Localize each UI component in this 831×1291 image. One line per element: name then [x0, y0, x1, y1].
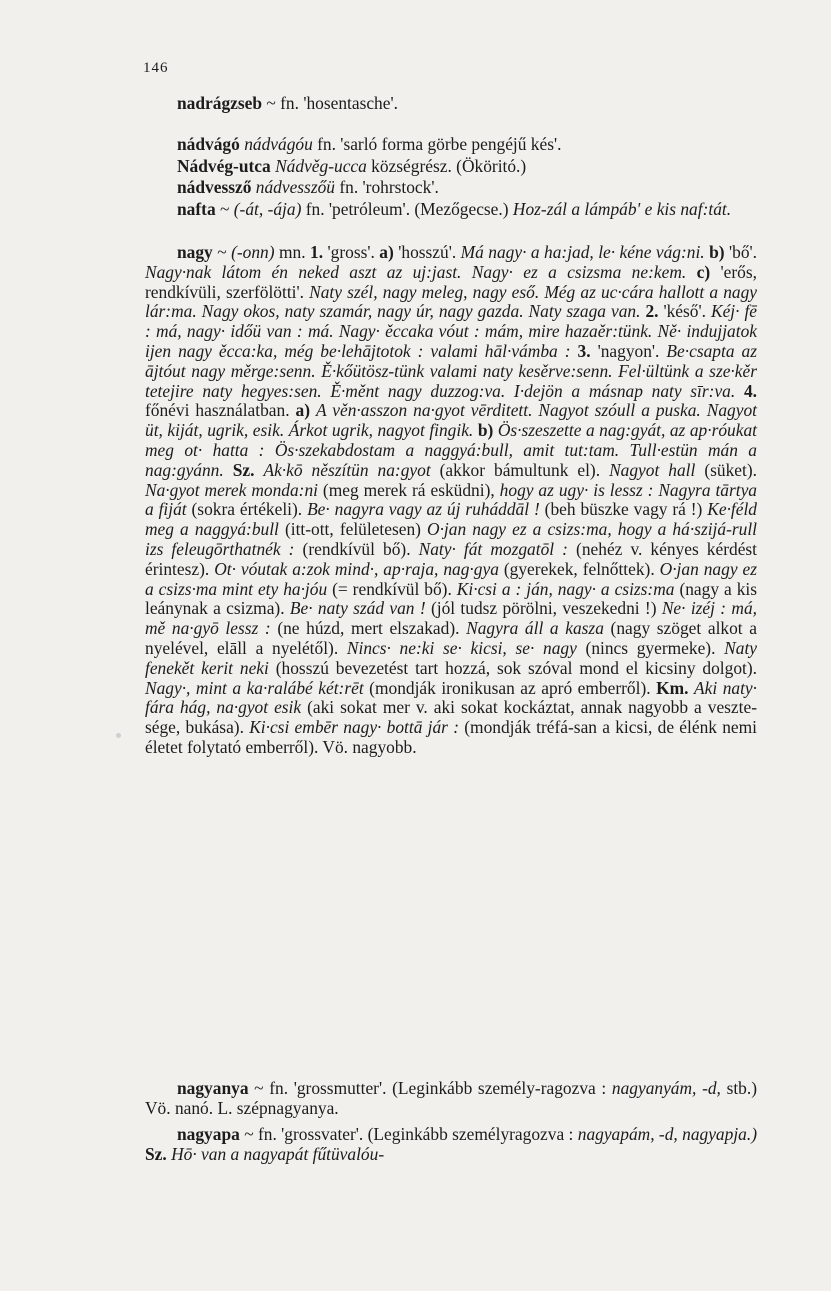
entry-nadvesszo: nádvessző nádvesszőü fn. 'rohrstock'.	[177, 177, 439, 197]
entry-nadveg-utca: Nádvég-utca Nádvěg-ucca községrész. (Ököritó.)	[177, 156, 527, 176]
entry-nagyanya: nagyanya ~ fn. 'grossmutter'. (Leginkább személy-ragozva : nagyanyám, -d, stb.) Vö. nanó. L. szépnagyanya.	[145, 1078, 757, 1118]
page-number: 146	[143, 60, 169, 76]
entry-nagyapa: nagyapa ~ fn. 'grossvater'. (Leginkább személyragozva : nagyapám, -d, nagyapja.) Sz. Hō· van a nagyapát fűtüvalóu-	[145, 1124, 757, 1164]
entry-nadragzseb: nadrágzseb ~ fn. 'hosentasche'.	[177, 93, 398, 113]
entry-nadvago: nádvágó nádvágóu fn. 'sarló forma görbe pengéjű kés'.	[177, 134, 562, 154]
entry-nagy: nagy ~ (-onn) mn. 1. 'gross'. a) 'hosszú'. Má nagy· a ha:jad, le· kéne vág:ni. b) 'bő'. Nagy·nak látom én neked aszt az uj:jast. Nagy· ez a csizsma ne:kem. c) 'erős, rendkívüli, szerfölötti'. Naty szél, nagy meleg, nagy eső. Még az uc·cára hallott a nagy lár:ma. Nagy okos, naty szamár, nagy úr, nagy gazda. Naty szaga van. 2. 'késő'. Kéj· fē : má, nagy· időü van : má. Nagy· ěccaka vóut : mám, mire hazaěr:tünk. Ně· indujjatok ijen nagy ěcca:ka, még be·lehājtotok : valami hāl·vámba : 3. 'nagyon'. Be·csapta az ājtóut nagy měrge:senn. Ě·kőütösz-tünk valami naty kesěrve:senn. Fel·ültünk a sze·kěr tetejire naty hegyes:sen. Ě·měnt nagy duzzog:va. I·dejön a másnap naty sīr:va. 4. főnévi használatban. a) A věn·asszon na·gyot vērditett. Nagyot szóull a puska. Nagyot üt, kiját, ugrik, esik. Árkot ugrik, nagyot fingik. b) Ös·szeszette a nag:gyát, az ap·róukat meg ot· hatta : Ös·szekabdostam a naggyá:bull, amit tut:tam. Tull·estün mán a nag:gyánn. Sz. Ak·kō něszítün na:gyot (akkor bámultunk el). Nagyot hall (süket). Na·gyot merek monda:ni (meg merek rá esküdni), hogy az ugy· is lessz : Nagyra tārtya a fiját (sokra értékeli). Be· nagyra vagy az új ruháddāl ! (beh büszke vagy rá !) Ke·féld meg a naggyá:bull (itt-ott, felületesen) O·jan nagy ez a csizs:ma, hogy a há·szijá-rull izs feleugōrthatnék : (rendkívül bő). Naty· fát mozgatōl : (nehéz v. kényes kérdést érintesz). Ot· vóutak a:zok mind·, ap·raja, nag·gya (gyerekek, felnőttek). O·jan nagy ez a csizs·ma mint ety ha·jóu (= rendkívül bő). Ki·csi a : ján, nagy· a csizs:ma (nagy a kis leánynak a csizma). Be· naty szád van ! (jól tudsz pörölni, veszekedni !) Ne· izéj : má, mě na·gyō lessz : (ne húzd, mert elszakad). Nagyra áll a kasza (nagy szöget alkot a nyelével, elāll a nyelétől). Nincs· ne:ki se· kicsi, se· nagy (nincs gyermeke). Naty fenekět kerit neki (hosszú bevezetést tart hozzá, sok szóval mond el kicsiny dolgot). Nagy·, mint a ka·ralábé két:rēt (mondják ironikusan az apró emberről). Km. Aki naty· fára hág, na·gyot esik (aki sokat mer v. aki sokat kockáztat, annak nagyobb a veszte-sége, bukása). Ki·csi embēr nagy· bottā jár : (mondják tréfá-san a kicsi, de élénk nemi életet folytató emberről). Vö. nagyobb.	[145, 242, 758, 757]
scan-speck	[116, 733, 121, 738]
entry-nafta: nafta ~ (-át, -ája) fn. 'petróleum'. (Mezőgecse.) Hoz-zál a lámpáb' e kis naf:tát.	[177, 199, 732, 219]
